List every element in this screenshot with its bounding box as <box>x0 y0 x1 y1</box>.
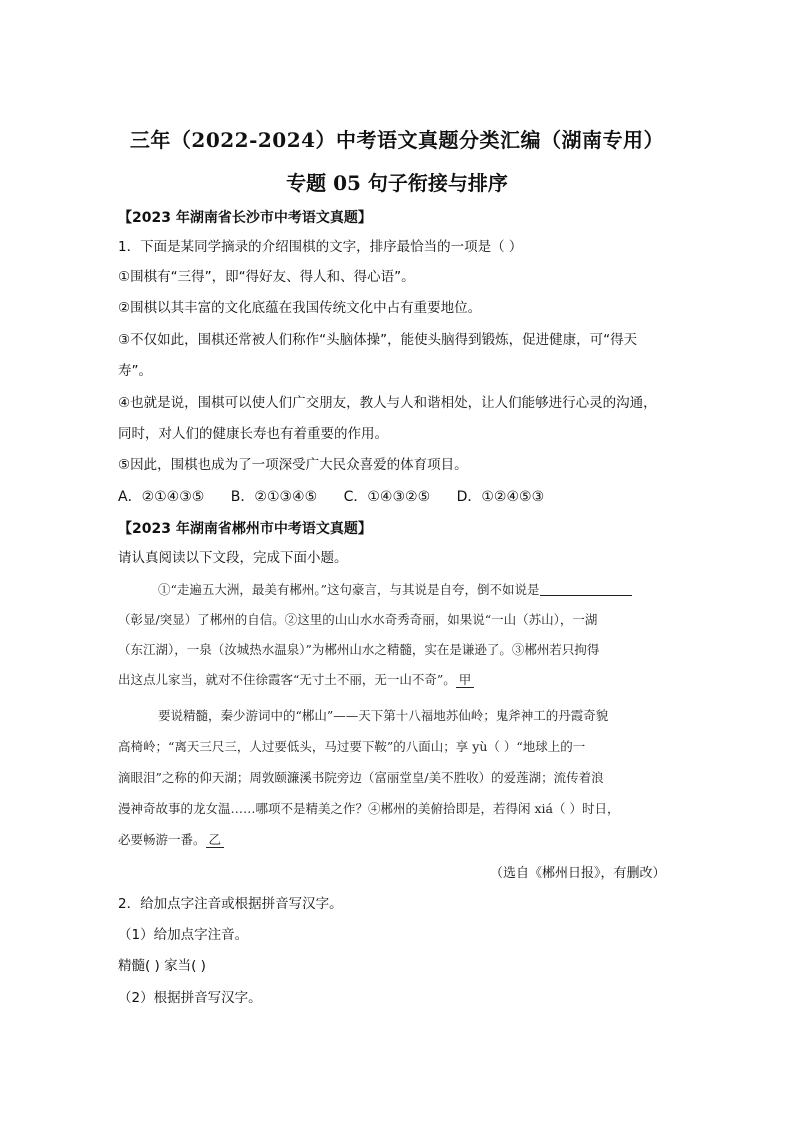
answer-options <box>118 486 566 506</box>
fill-blank <box>540 581 632 596</box>
passage-line: 出这点儿家当，就对不住徐霞客“无寸土不丽，无一山不奇”。 甲 <box>118 670 678 690</box>
reading-intro: 请认真阅读以下文段，完成下面小题。 <box>118 550 348 566</box>
passage-line: 高椅岭；“离天三尺三，人过要低头，马过要下鞍”的八面山；享 yù（ ）“地球上的一 <box>118 739 586 754</box>
passage-line: 漫神奇故事的龙女温……哪项不是精美之作？④郴州的美俯拾即是，若得闲 xiá（ ）时日， <box>118 801 620 816</box>
question-2: 2．给加点字注音或根据拼音写汉字。 <box>118 896 343 912</box>
sentence-3: ③不仅如此，围棋还常被人们称作“头脑体操”，能使头脑得到锻炼，促进健康，可“得天 <box>118 332 638 348</box>
section-heading-chenzhou: 【2023 年湖南省郴州市中考语文真题】 <box>118 521 372 537</box>
sentence-5: ⑤因此，围棋也成为了一项深受广大民众喜爱的体育项目。 <box>118 457 468 473</box>
sentence-3-cont: 寿”。 <box>118 363 152 379</box>
question-2-2: （2）根据拼音写汉字。 <box>118 990 262 1006</box>
document-subtitle: 专题 05 句子衔接与排序 <box>286 171 508 195</box>
sentence-2: ②围棋以其丰富的文化底蕴在我国传统文化中占有重要地位。 <box>118 300 482 316</box>
source-note: （选自《郴州日报》，有删改） <box>490 866 666 881</box>
sentence-4: ④也就是说，围棋可以使人们广交朋友，教人与人和谐相处，让人们能够进行心灵的沟通， <box>118 395 657 411</box>
option-c: C．①④③②⑤ <box>343 489 431 505</box>
passage-line: ①“走遍五大洲，最美有郴州。”这句豪言，与其说是自夸，倒不如说是 <box>158 580 718 600</box>
question-1: 1．下面是某同学摘录的介绍围棋的文字，排序最恰当的一项是（ ） <box>118 239 523 255</box>
option-b: B．②①③④⑤ <box>230 489 318 505</box>
question-2-1: （1）给加点字注音。 <box>118 927 249 943</box>
sentence-1: ①围棋有“三得”，即“得好友、得人和、得心语”。 <box>118 269 415 285</box>
passage-line: 必要畅游一番。 乙 <box>118 830 678 850</box>
sentence-4-cont: 同时，对人们的健康长寿也有着重要的作用。 <box>118 426 388 442</box>
passage-line: 滴眼泪”之称的仰天湖；周敦颐濂溪书院旁边（富丽堂皇/美不胜收）的爱莲湖；流传着浪 <box>118 770 604 785</box>
question-2-1-items: 精髓( ) 家当( ) <box>118 958 206 974</box>
document-title: 三年（2022-2024）中考语文真题分类汇编（湖南专用） <box>129 128 665 152</box>
passage-line: （东江湖），一泉（汝城热水温泉）”为郴州山水之精髓，实在是谦逊了。③郴州若只拘得 <box>118 642 600 657</box>
option-a: A．②①④③⑤ <box>118 489 205 505</box>
blank-jia: 甲 <box>456 672 475 688</box>
section-heading-changsha: 【2023 年湖南省长沙市中考语文真题】 <box>118 210 372 226</box>
passage-line: （彰显/突显）了郴州的自信。②这里的山山水水奇秀奇丽，如果说“一山（苏山），一湖 <box>118 612 598 627</box>
blank-yi: 乙 <box>206 832 225 848</box>
passage-line: 要说精髓，秦少游词中的“郴山”——天下第十八福地苏仙岭；鬼斧神工的丹霞奇貌 <box>158 708 609 723</box>
option-d: D．①②④⑤③ <box>456 489 545 505</box>
